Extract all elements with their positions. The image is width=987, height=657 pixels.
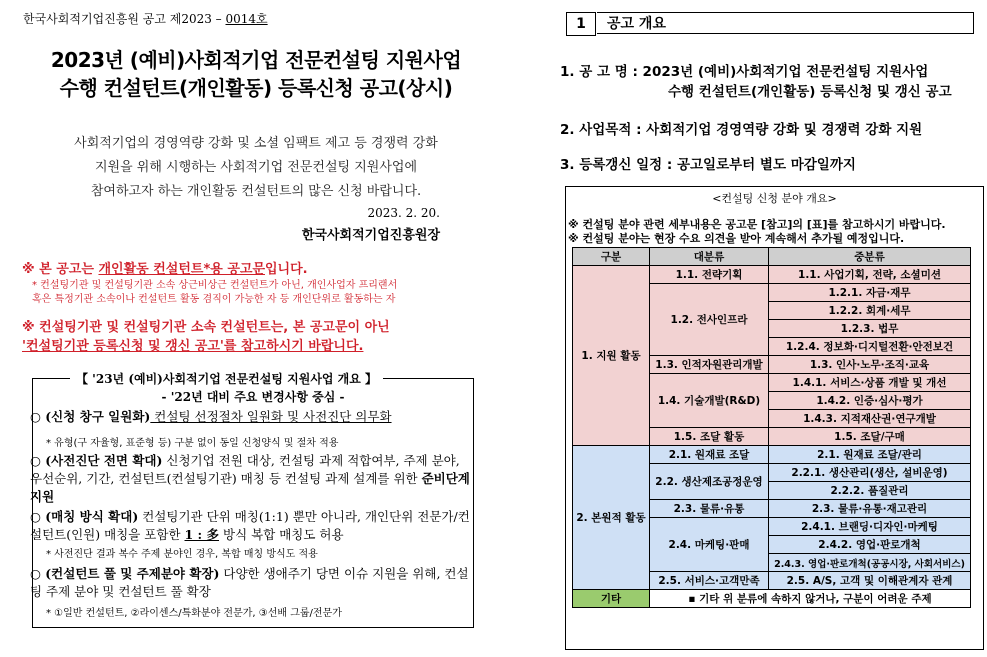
- overview-item-3: ○ (매칭 방식 확대) 컨설팅기관 단위 매칭(1:1) 뿐만 아니라, 개인단위 전문가/컨설턴트(인원) 매칭을 포함한 1 : 多 방식 복합 매칭도 허용: [30, 509, 470, 542]
- notice-date: 2023. 2. 20.: [367, 206, 440, 220]
- table-row: 2.3. 물류·유통 2.3. 물류·유통·재고관리: [573, 500, 971, 518]
- category-box-title: <컨설팅 신청 분야 개요>: [712, 192, 837, 205]
- table-row: 1.2.2. 회계·세무: [573, 302, 971, 320]
- table-row-etc: 기타 ▪ 기타 위 분류에 속하지 않거나, 구분이 어려운 주제: [573, 590, 971, 608]
- section-title: 공고 개요: [597, 12, 974, 34]
- warning-notice: ※ 본 공고는 개인활동 컨설턴트*용 공고문입니다.: [22, 262, 308, 277]
- table-row: 2. 본원적 활동 2.1. 원재료 조달 2.1. 원재료 조달/관리: [573, 446, 971, 464]
- table-row: 1.5. 조달 활동 1.5. 조달/구매: [573, 428, 971, 446]
- table-row: 2.2. 생산제조공정운영 2.2.1. 생산관리(생산, 설비운영): [573, 464, 971, 482]
- business-purpose: 2. 사업목적 : 사회적기업 경영역량 강화 및 경쟁력 강화 지원: [560, 122, 923, 138]
- table-row: 1.2. 전사인프라 1.2.1. 자금·재무: [573, 284, 971, 302]
- table-row: 2.2.2. 품질관리: [573, 482, 971, 500]
- overview-item-4: ○ (컨설턴트 풀 및 주제분야 확장) 다양한 생애주기 당면 이슈 지원을 위해, 컨설팅 주제 분야 및 컨설턴트 풀 확장: [30, 566, 469, 599]
- overview-box-subtitle: - '22년 대비 주요 변경사항 중심 -: [161, 390, 345, 404]
- notice-name-cont: 수행 컨설턴트(개인활동) 등록신청 및 갱신 공고: [668, 84, 952, 100]
- table-row: 1.2.3. 법무: [573, 320, 971, 338]
- intro-paragraph: 사회적기업의 경영역량 강화 및 소셜 임팩트 제고 등 경쟁력 강화 지원을 위해 시행하는 사회적기업 전문컨설팅 지원사업에 참여하고자 하는 개인활동 컨설턴트의 많은 신청 바랍니다.: [74, 136, 438, 199]
- table-row: 2.4.3. 영업·판로개척(공공시장, 사회서비스): [573, 554, 971, 572]
- table-header: 구분 대분류 중분류: [573, 248, 971, 266]
- overview-box-title: 【 '23년 (예비)사회적기업 전문컨설팅 지원사업 개요 】: [70, 370, 383, 387]
- overview-item-2: ○ (사전진단 전면 확대) 신청기업 전원 대상, 컨설팅 과제 적합여부, 주제 분야, 우선순위, 기간, 컨설턴트(컨설팅기관) 매칭 등 컨설팅 과제 설계를 위한 준비단계 지원: [30, 453, 470, 504]
- doc-title-line1: 2023년 (예비)사회적기업 전문컨설팅 지원사업: [50, 48, 462, 72]
- table-row: 2.4.2. 영업·판로개척: [573, 536, 971, 554]
- table-row: 1.4.2. 인증·심사·평가: [573, 392, 971, 410]
- notice-name: 1. 공 고 명 : 2023년 (예비)사회적기업 전문컨설팅 지원사업: [560, 64, 929, 80]
- table-row: 1.2.4. 정보화·디지털전환·안전보건: [573, 338, 971, 356]
- table-row: 1. 지원 활동 1.1. 전략기획 1.1. 사업기획, 전략, 소셜미션: [573, 266, 971, 284]
- overview-note-3: * 사전진단 결과 복수 주제 분야인 경우, 복합 매칭 방식도 적용: [46, 549, 318, 560]
- issuer: 한국사회적기업진흥원장: [301, 228, 440, 243]
- registration-schedule: 3. 등록갱신 일정 : 공고일로부터 별도 마감일까지: [560, 157, 856, 173]
- table-row: 2.5. 서비스·고객만족 2.5. A/S, 고객 및 이해관계자 관계: [573, 572, 971, 590]
- category-note-1: ※ 컨설팅 분야 관련 세부내용은 공고문 [참고]의 [표]를 참고하시기 바랍니다.: [568, 218, 946, 231]
- overview-note-1: * 유형(구 자율형, 표준형 등) 구분 없이 동일 신청양식 및 절차 적용: [46, 438, 339, 449]
- notice-number: 한국사회적기업진흥원 공고 제2023 – 0014호: [23, 12, 268, 26]
- doc-title-line2: 수행 컨설턴트(개인활동) 등록신청 공고(상시): [59, 76, 453, 100]
- overview-note-4: * ①일반 컨설턴트, ②라이센스/특화분야 전문가, ③선배 그룹/전문가: [46, 608, 342, 619]
- warning-footnote-2: 혹은 특정기관 소속이나 컨설턴트 활동 겸직이 가능한 자 등 개인단위로 활동하는 자: [32, 294, 396, 305]
- table-row: 1.4.3. 지적재산권·연구개발: [573, 410, 971, 428]
- agency-warning: ※ 컨설팅기관 및 컨설팅기관 소속 컨설턴트는, 본 공고문이 아닌 '컨설팅기관 등록신청 및 갱신 공고'를 참고하시기 바랍니다.: [22, 320, 390, 354]
- category-note-2: ※ 컨설팅 분야는 현장 수요 의견을 받아 계속해서 추가될 예정입니다.: [568, 232, 905, 245]
- section-number: 1: [566, 12, 596, 36]
- table-row: 2.4. 마케팅·판매 2.4.1. 브랜딩·디자인·마케팅: [573, 518, 971, 536]
- table-row: 1.3. 인적자원관리개발 1.3. 인사·노무·조직·교육: [573, 356, 971, 374]
- category-table: [572, 247, 971, 608]
- table-row: 1.4. 기술개발(R&D) 1.4.1. 서비스·상품 개발 및 개선: [573, 374, 971, 392]
- warning-footnote-1: * 컨설팅기관 및 컨설팅기관 소속 상근비상근 컨설턴트가 아닌, 개인사업자 프리랜서: [32, 280, 398, 291]
- overview-item-1: ○ (신청 창구 일원화) 컨설팅 선정절차 일원화 및 사전진단 의무화: [30, 409, 392, 424]
